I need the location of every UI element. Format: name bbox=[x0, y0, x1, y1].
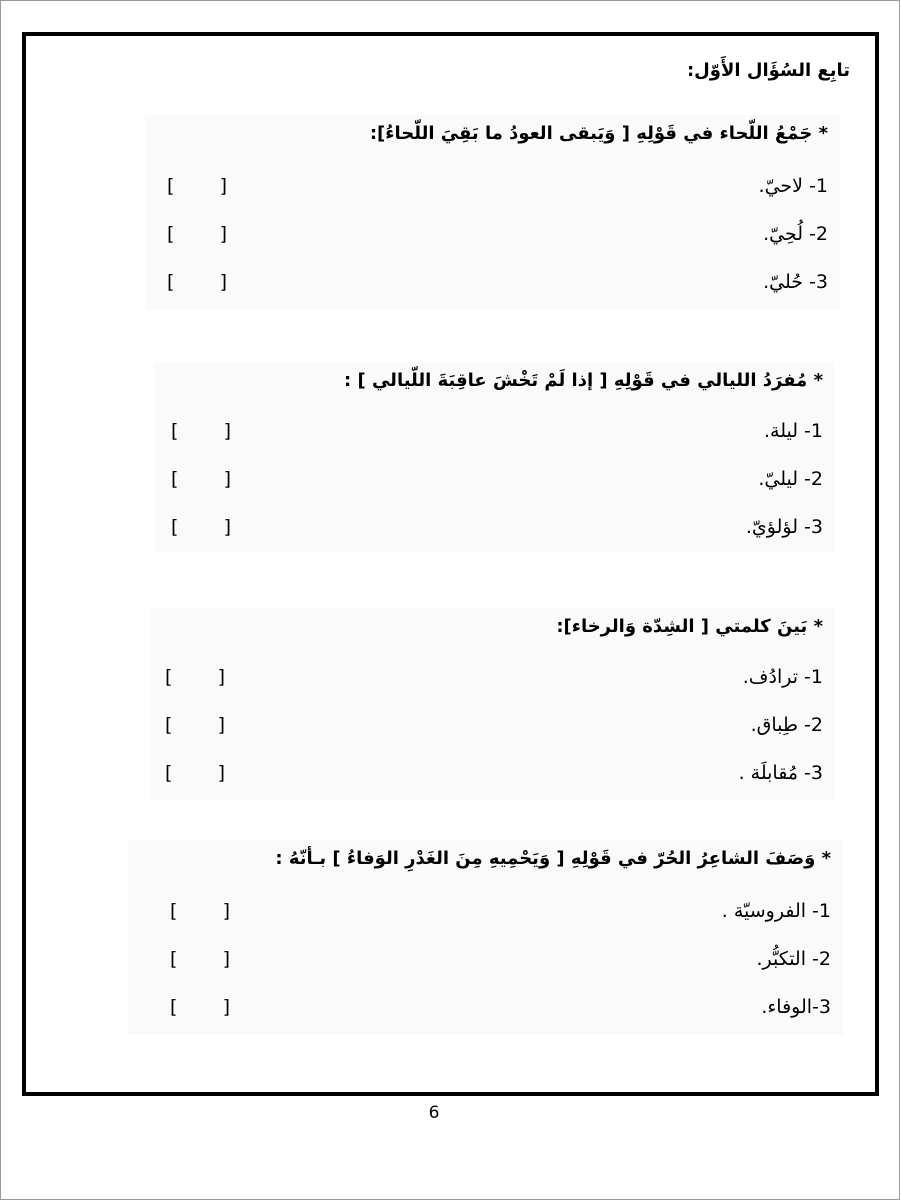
answer-box[interactable]: [ ] bbox=[165, 714, 225, 736]
option-label: 1- ترادُف. bbox=[742, 666, 823, 688]
option-row bbox=[128, 948, 843, 978]
answer-box[interactable]: [ ] bbox=[171, 468, 231, 490]
answer-box[interactable]: [ ] bbox=[170, 900, 230, 922]
option-row bbox=[145, 223, 840, 253]
answer-box[interactable]: [ ] bbox=[167, 271, 227, 293]
answer-box[interactable]: [ ] bbox=[165, 666, 225, 688]
option-label: 2- لُحِيّ. bbox=[763, 223, 828, 245]
option-row bbox=[155, 420, 835, 450]
option-row bbox=[128, 900, 843, 930]
option-row bbox=[150, 762, 835, 792]
option-row bbox=[155, 516, 835, 546]
option-row bbox=[145, 271, 840, 301]
question-block-2 bbox=[155, 362, 835, 552]
question-prompt: * مُفرَدُ الليالي في قَوْلِهِ [ إذا لَمْ تَخْشَ عاقِبَةَ اللّيالي ] : bbox=[344, 370, 823, 391]
option-label: 1- الفروسيّة . bbox=[721, 900, 831, 922]
option-label: 1- ليلة. bbox=[763, 420, 823, 442]
question-block-4 bbox=[128, 840, 843, 1035]
option-label: 2- طِباق. bbox=[750, 714, 823, 736]
question-prompt: * بَينَ كلمتي [ الشِدّة وَالرخاء]: bbox=[556, 616, 823, 637]
answer-box[interactable]: [ ] bbox=[171, 516, 231, 538]
answer-box[interactable]: [ ] bbox=[171, 420, 231, 442]
question-prompt: * وَصَفَ الشاعِرُ الحُرّ في قَوْلِهِ [ وَيَحْمِيهِ مِنَ الغَدْرِ الوَفاءُ ] بـأنّهُ : bbox=[275, 848, 831, 869]
option-label: 3- حُليّ. bbox=[763, 271, 828, 293]
option-row bbox=[150, 666, 835, 696]
option-row bbox=[150, 714, 835, 744]
option-row bbox=[128, 996, 843, 1026]
answer-box[interactable]: [ ] bbox=[165, 762, 225, 784]
option-label: 3- لؤلؤيّ. bbox=[745, 516, 823, 538]
answer-box[interactable]: [ ] bbox=[170, 948, 230, 970]
option-label: 1- لاحيّ. bbox=[758, 175, 828, 197]
question-prompt: * جَمْعُ اللّحاء في قَوْلِهِ [ وَيَبقى العودُ ما بَقِيَ اللّحاءُ]: bbox=[369, 123, 828, 144]
option-label: 3-الوفاء. bbox=[761, 996, 831, 1018]
option-label: 2- التكبُّر. bbox=[756, 948, 831, 970]
question-block-1 bbox=[145, 115, 840, 310]
section-heading: تابِع السُؤَال الأَوّل: bbox=[686, 60, 850, 81]
answer-box[interactable]: [ ] bbox=[167, 175, 227, 197]
answer-box[interactable]: [ ] bbox=[167, 223, 227, 245]
page-number: 6 bbox=[428, 1103, 440, 1123]
option-label: 3- مُقابلَة . bbox=[738, 762, 823, 784]
option-row bbox=[145, 175, 840, 205]
option-label: 2- ليليّ. bbox=[758, 468, 823, 490]
option-row bbox=[155, 468, 835, 498]
answer-box[interactable]: [ ] bbox=[170, 996, 230, 1018]
question-block-3 bbox=[150, 608, 835, 800]
